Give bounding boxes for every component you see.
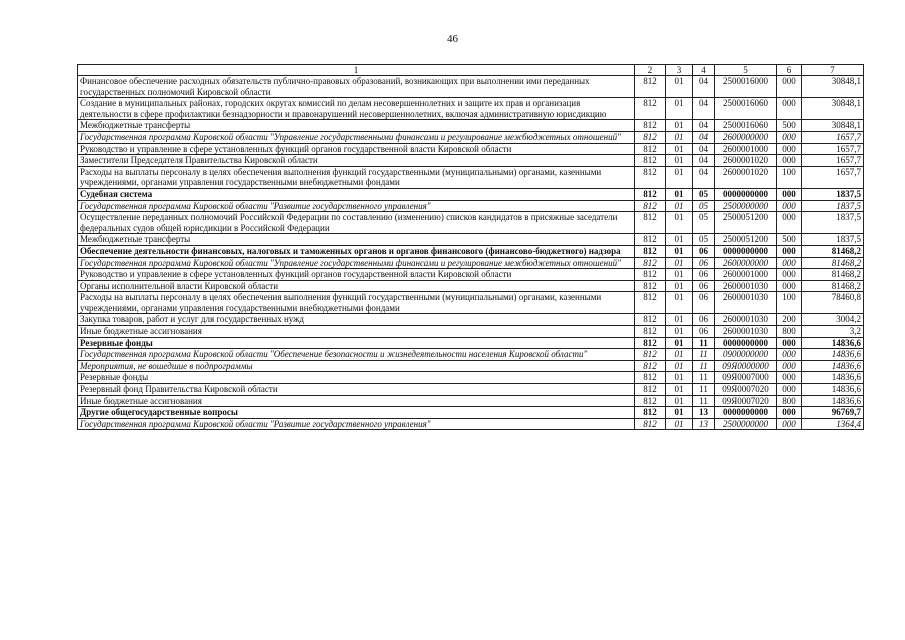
row-amount-cell: 1657,7 <box>802 166 864 188</box>
row-code-3-cell: 01 <box>666 314 693 326</box>
row-code-5-cell: 2600001030 <box>715 280 777 292</box>
row-code-4-cell: 04 <box>693 120 715 132</box>
row-code-2-cell: 812 <box>635 326 666 338</box>
row-code-3-cell: 01 <box>666 200 693 212</box>
row-name-cell: Создание в муниципальных районах, городских округах комиссий по делам несовершеннолетних и защите их прав и организация деятельности в сфере профилактики безнадзорности и правонарушений несовершеннолетних, включая административную юрисдикцию <box>78 98 635 120</box>
row-amount-cell: 81468,2 <box>802 245 864 257</box>
row-code-2-cell: 812 <box>635 245 666 257</box>
row-code-6-cell: 000 <box>777 200 802 212</box>
row-amount-cell: 14836,6 <box>802 384 864 396</box>
budget-table <box>77 64 864 430</box>
table-row <box>78 407 864 419</box>
row-code-3-cell: 01 <box>666 280 693 292</box>
row-code-5-cell: 2500000000 <box>715 418 777 430</box>
row-code-6-cell: 000 <box>777 98 802 120</box>
row-code-4-cell: 06 <box>693 326 715 338</box>
row-code-4-cell: 06 <box>693 314 715 326</box>
row-code-6-cell: 800 <box>777 326 802 338</box>
row-amount-cell: 1657,7 <box>802 131 864 143</box>
row-code-5-cell: 2600001020 <box>715 166 777 188</box>
row-code-3-cell: 01 <box>666 326 693 338</box>
row-code-5-cell: 2600001030 <box>715 326 777 338</box>
row-code-5-cell: 2600001030 <box>715 292 777 314</box>
row-code-6-cell: 200 <box>777 314 802 326</box>
table-row <box>78 292 864 314</box>
row-code-6-cell: 000 <box>777 257 802 269</box>
column-header-4: 4 <box>693 65 715 76</box>
row-amount-cell: 96769,7 <box>802 407 864 419</box>
row-code-6-cell: 500 <box>777 234 802 246</box>
row-code-5-cell: 0000000000 <box>715 188 777 200</box>
row-code-6-cell: 000 <box>777 384 802 396</box>
column-header-6: 6 <box>777 65 802 76</box>
row-code-3-cell: 01 <box>666 188 693 200</box>
row-code-2-cell: 812 <box>635 280 666 292</box>
row-amount-cell: 14836,6 <box>802 349 864 361</box>
column-header-3: 3 <box>666 65 693 76</box>
row-name-cell: Резервный фонд Правительства Кировской области <box>78 384 635 396</box>
row-code-2-cell: 812 <box>635 337 666 349</box>
row-code-2-cell: 812 <box>635 349 666 361</box>
row-amount-cell: 78460,8 <box>802 292 864 314</box>
row-code-6-cell: 100 <box>777 292 802 314</box>
row-amount-cell: 1837,5 <box>802 200 864 212</box>
row-name-cell: Государственная программа Кировской области "Управление государственными финансами и регулирование межбюджетных отношений" <box>78 131 635 143</box>
row-code-6-cell: 800 <box>777 395 802 407</box>
column-header-7: 7 <box>802 65 864 76</box>
row-code-4-cell: 04 <box>693 166 715 188</box>
row-code-5-cell: 2600001030 <box>715 314 777 326</box>
row-name-cell: Межбюджетные трансферты <box>78 120 635 132</box>
row-code-5-cell: 2600000000 <box>715 131 777 143</box>
row-amount-cell: 1657,7 <box>802 143 864 155</box>
row-code-3-cell: 01 <box>666 155 693 167</box>
row-code-3-cell: 01 <box>666 384 693 396</box>
row-code-5-cell: 2600001000 <box>715 143 777 155</box>
table-row <box>78 155 864 167</box>
row-code-2-cell: 812 <box>635 131 666 143</box>
row-code-3-cell: 01 <box>666 76 693 98</box>
row-code-6-cell: 000 <box>777 212 802 234</box>
row-name-cell: Другие общегосударственные вопросы <box>78 407 635 419</box>
row-code-2-cell: 812 <box>635 188 666 200</box>
table-row <box>78 326 864 338</box>
row-code-6-cell: 000 <box>777 360 802 372</box>
row-code-3-cell: 01 <box>666 143 693 155</box>
row-code-4-cell: 06 <box>693 292 715 314</box>
row-code-2-cell: 812 <box>635 76 666 98</box>
row-amount-cell: 30848,1 <box>802 98 864 120</box>
row-name-cell: Резервные фонды <box>78 337 635 349</box>
row-code-6-cell: 000 <box>777 131 802 143</box>
row-name-cell: Обеспечение деятельности финансовых, налоговых и таможенных органов и органов финансового (финансово-бюджетного) надзора <box>78 245 635 257</box>
row-code-3-cell: 01 <box>666 395 693 407</box>
row-code-5-cell: 0000000000 <box>715 245 777 257</box>
row-code-5-cell: 2500051200 <box>715 234 777 246</box>
row-code-5-cell: 2500016000 <box>715 76 777 98</box>
page-number: 46 <box>447 33 458 45</box>
row-amount-cell: 1837,5 <box>802 234 864 246</box>
row-code-2-cell: 812 <box>635 418 666 430</box>
row-code-4-cell: 06 <box>693 280 715 292</box>
table-row <box>78 188 864 200</box>
table-row <box>78 349 864 361</box>
row-code-2-cell: 812 <box>635 292 666 314</box>
table-row <box>78 234 864 246</box>
row-code-4-cell: 13 <box>693 407 715 419</box>
row-code-4-cell: 11 <box>693 337 715 349</box>
row-amount-cell: 14836,6 <box>802 360 864 372</box>
row-amount-cell: 81468,2 <box>802 280 864 292</box>
row-code-2-cell: 812 <box>635 200 666 212</box>
row-code-5-cell: 2600001000 <box>715 269 777 281</box>
row-code-2-cell: 812 <box>635 143 666 155</box>
row-amount-cell: 81468,2 <box>802 269 864 281</box>
row-code-4-cell: 11 <box>693 360 715 372</box>
row-code-2-cell: 812 <box>635 120 666 132</box>
row-code-2-cell: 812 <box>635 155 666 167</box>
row-name-cell: Государственная программа Кировской области "Управление государственными финансами и регулирование межбюджетных отношений" <box>78 257 635 269</box>
row-code-2-cell: 812 <box>635 98 666 120</box>
table-row <box>78 98 864 120</box>
row-code-3-cell: 01 <box>666 292 693 314</box>
row-code-3-cell: 01 <box>666 131 693 143</box>
row-code-5-cell: 2600001020 <box>715 155 777 167</box>
row-code-6-cell: 000 <box>777 280 802 292</box>
row-code-5-cell: 2500016060 <box>715 98 777 120</box>
row-code-5-cell: 2600000000 <box>715 257 777 269</box>
row-name-cell: Судебная система <box>78 188 635 200</box>
row-code-4-cell: 06 <box>693 245 715 257</box>
row-code-6-cell: 100 <box>777 166 802 188</box>
row-code-4-cell: 04 <box>693 155 715 167</box>
row-name-cell: Осуществление переданных полномочий Российской Федерации по составлению (изменению) списков кандидатов в присяжные заседатели федеральных судов общей юрисдикции в Российской Федерации <box>78 212 635 234</box>
row-name-cell: Государственная программа Кировской области "Развитие государственного управления" <box>78 418 635 430</box>
row-name-cell: Органы исполнительной власти Кировской области <box>78 280 635 292</box>
row-name-cell: Государственная программа Кировской области "Развитие государственного управления" <box>78 200 635 212</box>
row-code-4-cell: 11 <box>693 395 715 407</box>
row-code-3-cell: 01 <box>666 418 693 430</box>
table-row <box>78 120 864 132</box>
row-code-4-cell: 05 <box>693 200 715 212</box>
row-name-cell: Резервные фонды <box>78 372 635 384</box>
row-code-4-cell: 04 <box>693 131 715 143</box>
row-code-3-cell: 01 <box>666 212 693 234</box>
table-row <box>78 131 864 143</box>
row-amount-cell: 1657,7 <box>802 155 864 167</box>
row-code-5-cell: 0900000000 <box>715 349 777 361</box>
row-code-6-cell: 000 <box>777 245 802 257</box>
row-code-2-cell: 812 <box>635 372 666 384</box>
row-code-4-cell: 05 <box>693 188 715 200</box>
row-code-4-cell: 06 <box>693 269 715 281</box>
table-row <box>78 200 864 212</box>
row-code-3-cell: 01 <box>666 269 693 281</box>
row-code-3-cell: 01 <box>666 337 693 349</box>
row-amount-cell: 30848,1 <box>802 120 864 132</box>
row-code-6-cell: 000 <box>777 76 802 98</box>
row-code-2-cell: 812 <box>635 407 666 419</box>
row-name-cell: Иные бюджетные ассигнования <box>78 395 635 407</box>
row-code-2-cell: 812 <box>635 395 666 407</box>
row-code-4-cell: 06 <box>693 257 715 269</box>
column-header-1: 1 <box>78 65 635 76</box>
row-code-4-cell: 13 <box>693 418 715 430</box>
row-code-4-cell: 05 <box>693 234 715 246</box>
table-body <box>78 76 864 430</box>
row-code-2-cell: 812 <box>635 234 666 246</box>
row-code-5-cell: 2500016060 <box>715 120 777 132</box>
row-code-3-cell: 01 <box>666 257 693 269</box>
table-row <box>78 76 864 98</box>
row-code-6-cell: 000 <box>777 188 802 200</box>
row-name-cell: Финансовое обеспечение расходных обязательств публично-правовых образований, возникающих при выполнении ими переданных государственных полномочий Кировской области <box>78 76 635 98</box>
row-amount-cell: 14836,6 <box>802 395 864 407</box>
column-header-5: 5 <box>715 65 777 76</box>
row-code-2-cell: 812 <box>635 360 666 372</box>
column-header-2: 2 <box>635 65 666 76</box>
row-code-4-cell: 04 <box>693 76 715 98</box>
table-row <box>78 384 864 396</box>
row-name-cell: Расходы на выплаты персоналу в целях обеспечения выполнения функций государственными (муниципальными) органами, казенными учреждениями, органами управления государственными внебюджетными фондами <box>78 292 635 314</box>
row-amount-cell: 1364,4 <box>802 418 864 430</box>
row-name-cell: Расходы на выплаты персоналу в целях обеспечения выполнения функций государственными (муниципальными) органами, казенными учреждениями, органами управления государственными внебюджетными фондами <box>78 166 635 188</box>
row-code-5-cell: 0000000000 <box>715 337 777 349</box>
row-code-5-cell: 09Я0007020 <box>715 395 777 407</box>
row-amount-cell: 1837,5 <box>802 212 864 234</box>
table-row <box>78 395 864 407</box>
row-code-3-cell: 01 <box>666 372 693 384</box>
row-code-5-cell: 09Я0007000 <box>715 372 777 384</box>
row-name-cell: Руководство и управление в сфере установленных функций органов государственной власти Кировской области <box>78 269 635 281</box>
row-code-2-cell: 812 <box>635 314 666 326</box>
table-row <box>78 245 864 257</box>
row-code-5-cell: 2500000000 <box>715 200 777 212</box>
table-row <box>78 166 864 188</box>
row-code-5-cell: 09Я0007020 <box>715 384 777 396</box>
table-row <box>78 143 864 155</box>
row-code-5-cell: 09Я0000000 <box>715 360 777 372</box>
table-row <box>78 372 864 384</box>
row-code-6-cell: 000 <box>777 372 802 384</box>
row-code-3-cell: 01 <box>666 349 693 361</box>
row-code-4-cell: 11 <box>693 349 715 361</box>
row-amount-cell: 30848,1 <box>802 76 864 98</box>
table-row <box>78 280 864 292</box>
row-code-3-cell: 01 <box>666 407 693 419</box>
table-row <box>78 257 864 269</box>
row-amount-cell: 14836,6 <box>802 337 864 349</box>
row-amount-cell: 3,2 <box>802 326 864 338</box>
row-code-6-cell: 500 <box>777 120 802 132</box>
row-code-5-cell: 2500051200 <box>715 212 777 234</box>
row-name-cell: Заместители Председателя Правительства Кировской области <box>78 155 635 167</box>
table-row <box>78 337 864 349</box>
table-row <box>78 418 864 430</box>
row-code-2-cell: 812 <box>635 166 666 188</box>
row-code-6-cell: 000 <box>777 407 802 419</box>
row-name-cell: Мероприятия, не вошедшие в подпрограммы <box>78 360 635 372</box>
row-name-cell: Государственная программа Кировской области "Обеспечение безопасности и жизнедеятельности населения Кировской области" <box>78 349 635 361</box>
row-name-cell: Закупка товаров, работ и услуг для государственных нужд <box>78 314 635 326</box>
row-code-4-cell: 05 <box>693 212 715 234</box>
row-code-3-cell: 01 <box>666 98 693 120</box>
row-amount-cell: 81468,2 <box>802 257 864 269</box>
row-code-5-cell: 0000000000 <box>715 407 777 419</box>
row-code-4-cell: 11 <box>693 384 715 396</box>
row-code-2-cell: 812 <box>635 257 666 269</box>
row-amount-cell: 14836,6 <box>802 372 864 384</box>
row-code-6-cell: 000 <box>777 337 802 349</box>
row-code-6-cell: 000 <box>777 418 802 430</box>
row-code-4-cell: 04 <box>693 143 715 155</box>
row-code-2-cell: 812 <box>635 269 666 281</box>
row-code-3-cell: 01 <box>666 360 693 372</box>
table-row <box>78 212 864 234</box>
row-code-2-cell: 812 <box>635 384 666 396</box>
row-name-cell: Иные бюджетные ассигнования <box>78 326 635 338</box>
row-code-6-cell: 000 <box>777 143 802 155</box>
row-code-6-cell: 000 <box>777 349 802 361</box>
row-code-3-cell: 01 <box>666 120 693 132</box>
row-code-6-cell: 000 <box>777 269 802 281</box>
row-name-cell: Межбюджетные трансферты <box>78 234 635 246</box>
table-header-row <box>78 65 864 76</box>
row-code-4-cell: 04 <box>693 98 715 120</box>
table-row <box>78 360 864 372</box>
table-row <box>78 269 864 281</box>
row-code-3-cell: 01 <box>666 234 693 246</box>
row-code-6-cell: 000 <box>777 155 802 167</box>
row-code-4-cell: 11 <box>693 372 715 384</box>
row-amount-cell: 1837,5 <box>802 188 864 200</box>
row-name-cell: Руководство и управление в сфере установленных функций органов государственной власти Кировской области <box>78 143 635 155</box>
row-code-2-cell: 812 <box>635 212 666 234</box>
row-amount-cell: 3004,2 <box>802 314 864 326</box>
row-code-3-cell: 01 <box>666 245 693 257</box>
table-row <box>78 314 864 326</box>
row-code-3-cell: 01 <box>666 166 693 188</box>
